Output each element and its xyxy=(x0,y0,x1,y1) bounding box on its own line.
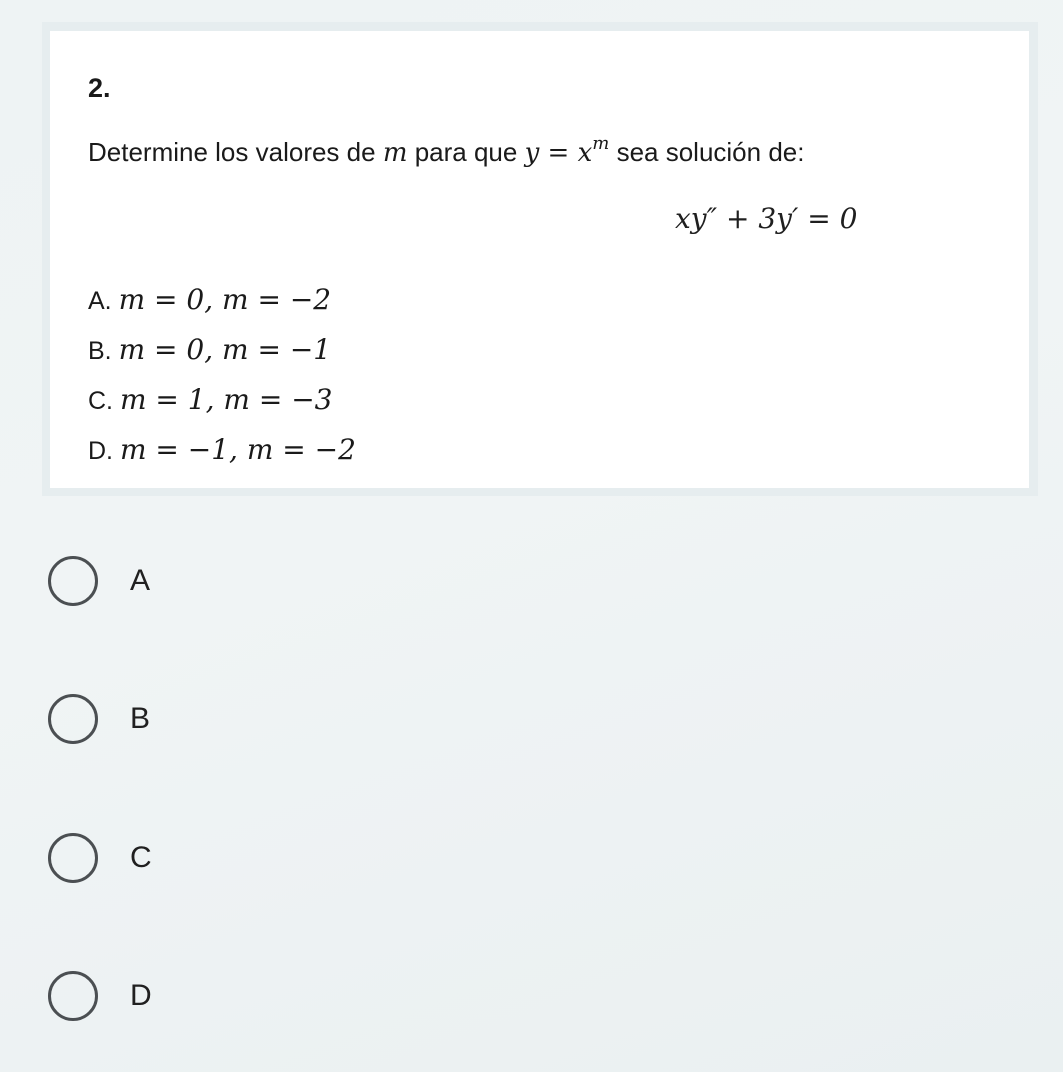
option-expression: m = −1, m = −2 xyxy=(119,433,356,466)
option-expression: m = 0, m = −1 xyxy=(118,333,332,366)
radio-button-a[interactable] xyxy=(48,556,98,606)
prompt-variable: m xyxy=(382,138,408,168)
option-expression: m = 0, m = −2 xyxy=(118,283,332,316)
choice-d[interactable] xyxy=(48,968,348,1024)
prompt-lhs: y xyxy=(524,138,540,168)
prompt-base: x xyxy=(577,138,593,168)
choice-label-d[interactable]: D xyxy=(130,979,152,1012)
prompt-text-mid: para que xyxy=(407,137,525,167)
option-line-d xyxy=(88,433,356,466)
option-letter: C. xyxy=(88,387,113,415)
option-letter: D. xyxy=(88,437,113,465)
question-number: 2. xyxy=(88,73,111,103)
question-prompt xyxy=(88,133,805,168)
radio-button-c[interactable] xyxy=(48,833,98,883)
prompt-equals: = xyxy=(539,138,578,168)
choice-label-b[interactable]: B xyxy=(130,702,151,735)
choice-label-a[interactable]: A xyxy=(130,564,151,597)
option-line-a xyxy=(88,283,331,316)
choice-b[interactable] xyxy=(48,691,348,747)
choice-c[interactable] xyxy=(48,830,348,886)
choice-a[interactable] xyxy=(48,553,348,609)
option-letter: B. xyxy=(88,337,112,365)
radio-button-d[interactable] xyxy=(48,971,98,1021)
choice-label-c[interactable]: C xyxy=(130,841,152,874)
option-letter: A. xyxy=(88,287,112,315)
prompt-text-suffix: sea solución de: xyxy=(609,137,805,167)
question-card xyxy=(50,31,1029,488)
radio-button-b[interactable] xyxy=(48,694,98,744)
prompt-exponent: m xyxy=(592,133,610,154)
option-line-c xyxy=(88,383,332,416)
prompt-text-prefix: Determine los valores de xyxy=(88,137,383,167)
option-line-b xyxy=(88,333,331,366)
option-expression: m = 1, m = −3 xyxy=(119,383,333,416)
differential-equation: xy″ + 3y′ = 0 xyxy=(675,202,858,235)
